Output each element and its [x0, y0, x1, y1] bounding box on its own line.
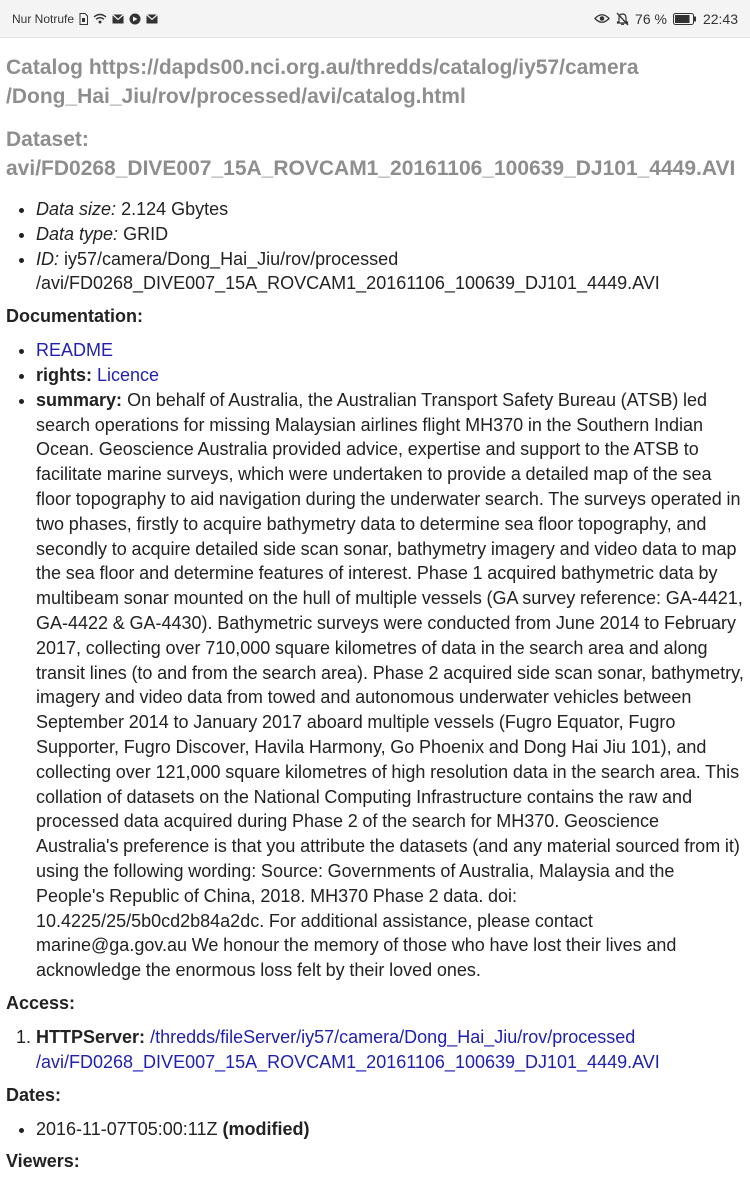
carrier-label: Nur Notrufe — [12, 11, 75, 26]
sim-card-icon — [79, 13, 88, 25]
date-modified — [36, 1117, 744, 1142]
licence-link[interactable]: Licence — [97, 364, 160, 385]
catalog-heading: Catalog https://dapds00.nci.org.au/thredds/catalog/iy57/camera /Dong_Hai_Jiu/rov/processed/avi/catalog.html — [6, 56, 639, 108]
app-notification-icon — [129, 13, 141, 25]
viewers-heading: Viewers: — [6, 1151, 80, 1172]
property-data-size — [36, 197, 744, 222]
documentation-heading: Documentation: — [6, 306, 143, 327]
http-server-link-line2: /avi/FD0268_DIVE007_15A_ROVCAM1_20161106_100639_DJ101_4449.AVI — [36, 1051, 660, 1072]
property-id — [36, 247, 744, 297]
rights-label: rights: — [36, 364, 92, 385]
documentation-rights — [36, 363, 744, 388]
readme-link[interactable]: README — [36, 340, 114, 361]
date-type: (modified) — [222, 1118, 310, 1139]
dataset-heading — [6, 125, 744, 183]
battery-icon — [673, 13, 697, 25]
page-content — [0, 38, 750, 1173]
access-list — [6, 1025, 744, 1075]
http-server-link-line1: /thredds/fileServer/iy57/camera/Dong_Hai_Jiu/rov/processed — [150, 1026, 636, 1047]
http-server-label: HTTPServer: — [36, 1026, 146, 1047]
data-size-label: Data size: — [36, 199, 117, 219]
dataset-heading-label: Dataset: — [6, 128, 89, 151]
battery-percentage: 76 % — [635, 10, 667, 27]
summary-label: summary: — [36, 389, 123, 410]
eye-icon — [594, 13, 610, 24]
data-type-label: Data type: — [36, 223, 119, 244]
access-heading: Access: — [6, 992, 76, 1013]
status-bar — [0, 0, 750, 38]
summary-text: On behalf of Australia, the Australian Transport Safety Bureau (ATSB) led search operations for missing Malaysian airlines flight MH370 in the Southern Indian Ocean. Geoscience Australia provided advice, expertise and support to the ATSB to facilitate marine surveys, which were undertaken to provide a detailed map of the sea floor topography to aid navigation during the underwater search. The surveys operated in two phases, firstly to acquire bathymetry data to determine sea floor topography, and secondly to acquire detailed side scan sonar, bathymetry imagery and video data to map the sea floor and determine features of interest. Phase 1 acquired bathymetric data by multibeam sonar mounted on the hull of multiple vessels (GA survey reference: GA-4421, GA-4422 & GA-4430). Bathymetric surveys were conducted from June 2014 to February 2017, collecting over 710,000 square kilometres of data in the search area and along transit lines (to and from the search area). Phase 2 acquired side scan sonar, bathymetry, imagery and video data from towed and autonomous underwater vehicles between September 2014 to January 2017 aboard multiple vessels (Fugro Equator, Fugro Supporter, Fugro Discover, Havila Harmony, Go Phoenix and Dong Hai Jiu 101), and collecting over 121,000 square kilometres of high resolution data in the search area. This collation of datasets on the National Computing Infrastructure contains the raw and processed data acquired during Phase 2 of the search for MH370. Geoscience Australia's preference is that you attribute the datasets (and any material sourced from it) using the following wording: Source: Governments of Australia, Malaysia and the People's Republic of China, 2018. MH370 Phase 2 data. doi: 10.4225/25/5b0cd2b84a2dc. For additional assistance, please contact marine@ga.gov.au We honour the memory of those who have lost their lives and acknowledge the enormous loss felt by their loved ones. — [36, 389, 744, 981]
dataset-heading-name: avi/FD0268_DIVE007_15A_ROVCAM1_20161106_100639_DJ101_4449.AVI — [6, 157, 736, 180]
data-type-value: GRID — [123, 223, 169, 244]
data-size-value: 2.124 Gbytes — [121, 199, 229, 219]
id-label: ID: — [36, 248, 60, 269]
documentation-list — [6, 338, 744, 983]
access-http-server — [36, 1025, 744, 1075]
mail-icon — [112, 14, 124, 24]
id-value-line2: /avi/FD0268_DIVE007_15A_ROVCAM1_20161106_100639_DJ101_4449.AVI — [36, 273, 660, 294]
dates-heading: Dates: — [6, 1084, 62, 1105]
date-value: 2016-11-07T05:00:11Z — [36, 1118, 218, 1139]
mail-icon-2 — [146, 14, 158, 24]
dates-list — [6, 1117, 744, 1142]
documentation-summary — [36, 388, 744, 983]
bell-muted-icon — [616, 12, 629, 26]
status-bar-right — [594, 11, 738, 27]
dataset-properties-list — [6, 197, 744, 296]
id-value-line1: iy57/camera/Dong_Hai_Jiu/rov/processed — [64, 248, 399, 269]
clock: 22:43 — [702, 10, 738, 27]
wifi-icon — [93, 13, 107, 24]
status-bar-left — [12, 12, 158, 26]
property-data-type — [36, 222, 744, 247]
documentation-readme — [36, 338, 744, 363]
